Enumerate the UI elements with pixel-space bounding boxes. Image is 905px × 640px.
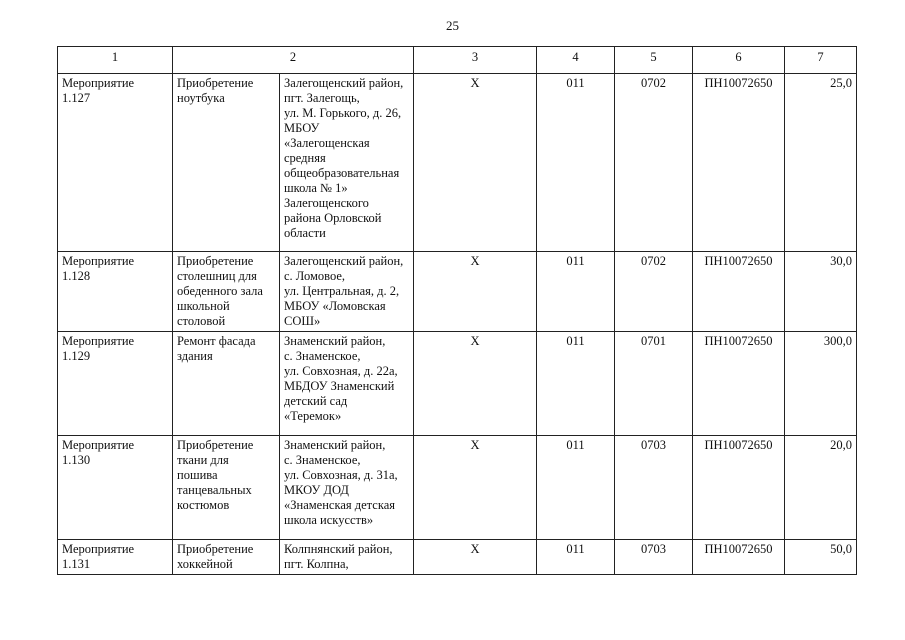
address-cell: Знаменский район, с. Знаменское, ул. Совхозная, д. 31а, МКОУ ДОД «Знаменская детская школа искусств»: [280, 436, 414, 540]
activity-cell: Мероприятие 1.130: [58, 436, 173, 540]
item-cell: Приобретение ноутбука: [173, 74, 280, 252]
header-col-7: 7: [785, 47, 857, 74]
address-cell: Залегощенский район, пгт. Залегощь, ул. М. Горького, д. 26, МБОУ «Залегощенская средняя общеобразовательная школа № 1» Залегощенского района Орловской области: [280, 74, 414, 252]
budget-table: [57, 46, 857, 575]
col4-cell: 011: [537, 252, 615, 332]
address-cell: Знаменский район, с. Знаменское, ул. Совхозная, д. 22а, МБДОУ Знаменский детский сад «Теремок»: [280, 332, 414, 436]
col3-cell: X: [414, 332, 537, 436]
amount-cell: 50,0: [785, 540, 857, 575]
col4-cell: 011: [537, 436, 615, 540]
col4-cell: 011: [537, 332, 615, 436]
header-col-2: 2: [173, 47, 414, 74]
col6-cell: ПН10072650: [693, 74, 785, 252]
amount-cell: 25,0: [785, 74, 857, 252]
activity-cell: Мероприятие 1.129: [58, 332, 173, 436]
amount-cell: 20,0: [785, 436, 857, 540]
table-row: [58, 436, 857, 540]
col6-cell: ПН10072650: [693, 540, 785, 575]
table-row: [58, 540, 857, 575]
table-row: [58, 74, 857, 252]
col3-cell: X: [414, 74, 537, 252]
col6-cell: ПН10072650: [693, 332, 785, 436]
header-col-4: 4: [537, 47, 615, 74]
activity-cell: Мероприятие 1.131: [58, 540, 173, 575]
col3-cell: X: [414, 436, 537, 540]
table-row: [58, 332, 857, 436]
table-header-row: [58, 47, 857, 74]
item-cell: Ремонт фасада здания: [173, 332, 280, 436]
address-cell: Залегощенский район, с. Ломовое, ул. Центральная, д. 2, МБОУ «Ломовская СОШ»: [280, 252, 414, 332]
amount-cell: 300,0: [785, 332, 857, 436]
table-row: [58, 252, 857, 332]
col5-cell: 0702: [615, 252, 693, 332]
col5-cell: 0703: [615, 540, 693, 575]
col3-cell: X: [414, 540, 537, 575]
activity-cell: Мероприятие 1.128: [58, 252, 173, 332]
col5-cell: 0702: [615, 74, 693, 252]
header-col-1: 1: [58, 47, 173, 74]
col5-cell: 0703: [615, 436, 693, 540]
col6-cell: ПН10072650: [693, 436, 785, 540]
item-cell: Приобретение хоккейной: [173, 540, 280, 575]
page-number: 25: [446, 18, 459, 33]
amount-cell: 30,0: [785, 252, 857, 332]
header-col-6: 6: [693, 47, 785, 74]
activity-cell: Мероприятие 1.127: [58, 74, 173, 252]
item-cell: Приобретение ткани для пошива танцевальных костюмов: [173, 436, 280, 540]
col4-cell: 011: [537, 540, 615, 575]
col6-cell: ПН10072650: [693, 252, 785, 332]
header-col-3: 3: [414, 47, 537, 74]
col5-cell: 0701: [615, 332, 693, 436]
header-col-5: 5: [615, 47, 693, 74]
col4-cell: 011: [537, 74, 615, 252]
item-cell: Приобретение столешниц для обеденного зала школьной столовой: [173, 252, 280, 332]
col3-cell: X: [414, 252, 537, 332]
address-cell: Колпнянский район, пгт. Колпна,: [280, 540, 414, 575]
